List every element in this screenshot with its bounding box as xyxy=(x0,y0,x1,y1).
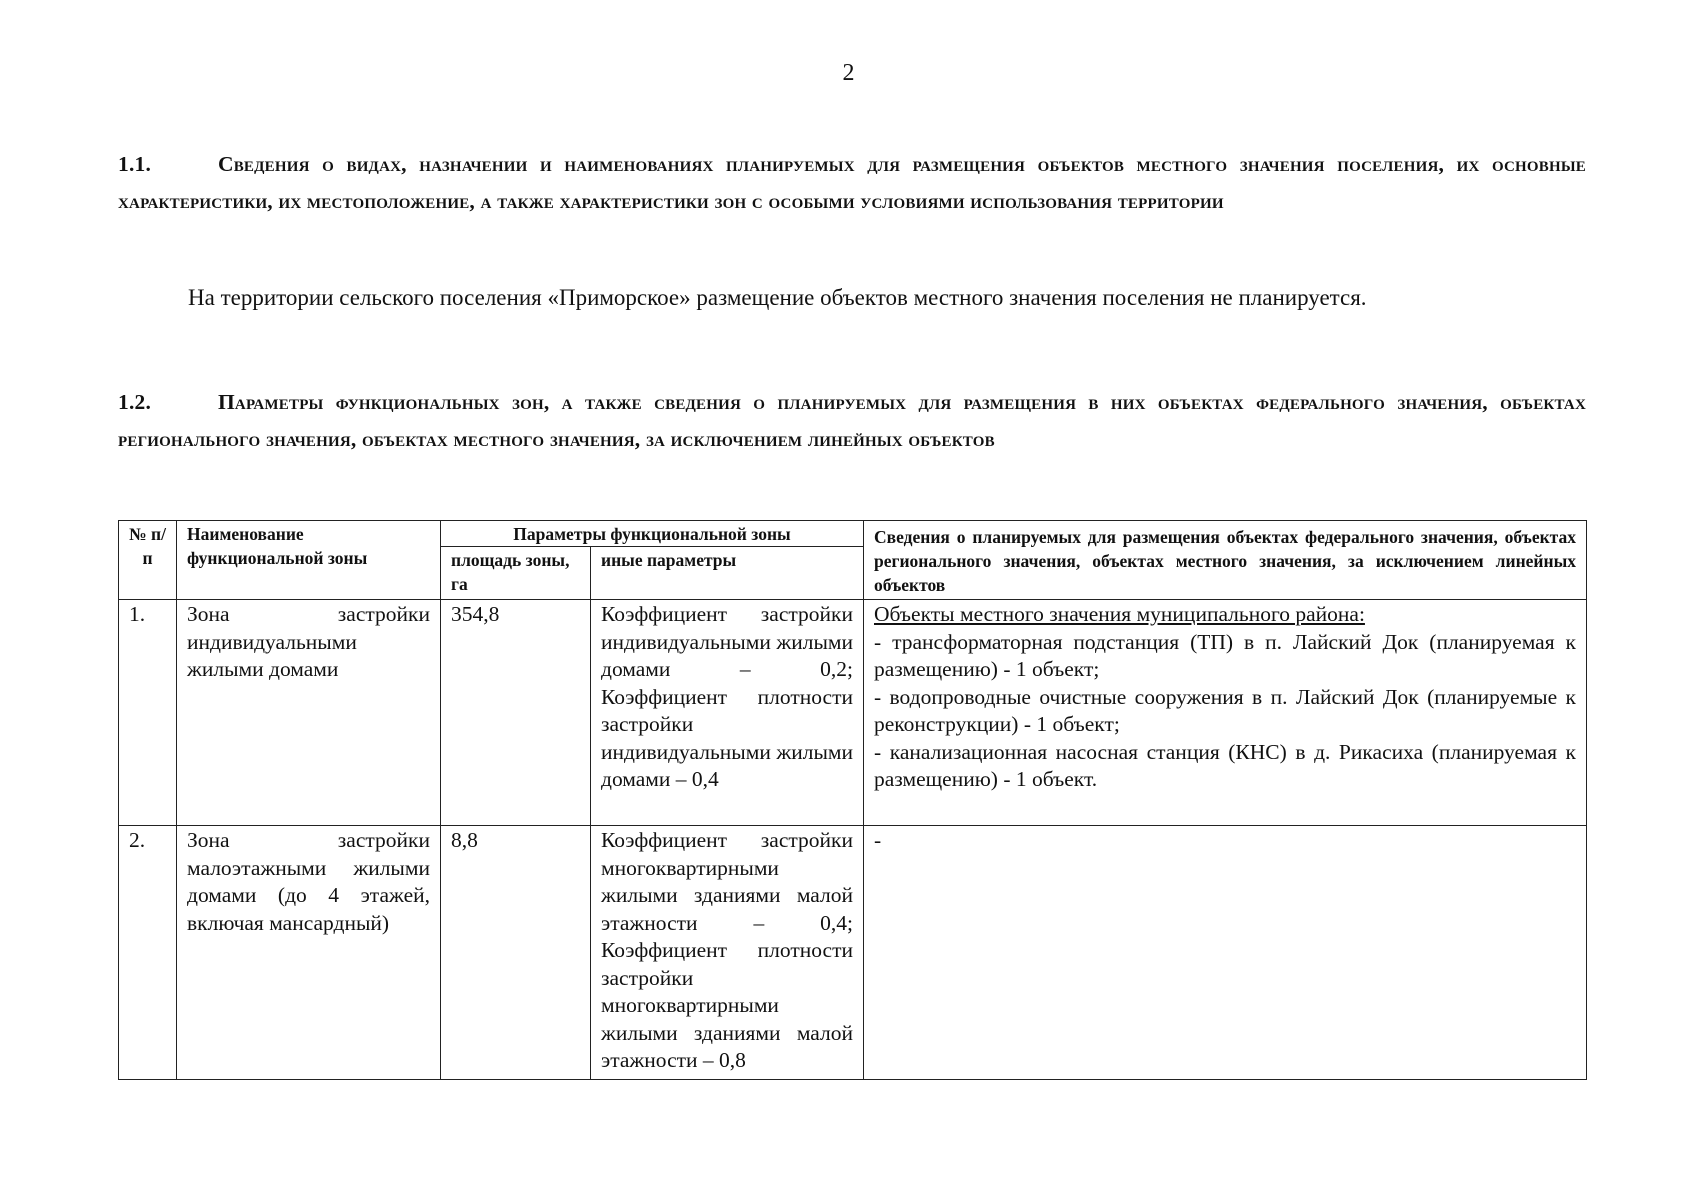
cell-area: 8,8 xyxy=(441,826,591,1080)
section-1-1-heading xyxy=(118,146,1586,220)
list-item: - трансформаторная подстанция (ТП) в п. Лайский Док (планируемая к размещению) - 1 объект; xyxy=(874,629,1576,681)
section-1-1 xyxy=(118,146,1586,220)
header-other-params: иные параметры xyxy=(591,547,864,600)
section-1-1-number: 1.1. xyxy=(118,152,152,176)
section-1-1-paragraph: На территории сельского поселения «Приморское» размещение объектов местного значения поселения не планируется. xyxy=(188,285,1367,310)
table-header-row xyxy=(119,521,1587,547)
list-item: - канализационная насосная станция (КНС) в д. Рикасиха (планируемая к размещению) - 1 объект. xyxy=(874,739,1576,791)
cell-other-params: Коэффициент застройки многоквартирными жилыми зданиями малой этажности – 0,4; Коэффициент плотности застройки многоквартирными жилыми зданиями малой этажности – 0,8 xyxy=(591,826,864,1080)
cell-zone-name: Зона застройки индивидуальными жилыми домами xyxy=(177,600,441,826)
cell-area: 354,8 xyxy=(441,600,591,826)
section-1-1-title: Сведения о видах, назначении и наименованиях планируемых для размещения объектов местного значения поселения, их основные характеристики, их местоположение, а также характеристики зон с особыми условиями использования территории xyxy=(118,152,1586,213)
cell-objects: - xyxy=(864,826,1587,1080)
header-num: № п/п xyxy=(119,521,177,600)
section-1-2 xyxy=(118,384,1586,458)
header-params: Параметры функциональной зоны xyxy=(441,521,864,547)
objects-title: Объекты местного значения муниципального района: xyxy=(874,602,1365,626)
cell-num: 2. xyxy=(119,826,177,1080)
section-1-2-heading xyxy=(118,384,1586,458)
header-objects: Сведения о планируемых для размещения объектах федерального значения, объектах регионального значения, объектах местного значения, за исключением линейных объектов xyxy=(864,521,1587,600)
table-row xyxy=(119,600,1587,826)
cell-zone-name: Зона застройки малоэтажными жилыми домами (до 4 этажей, включая мансардный) xyxy=(177,826,441,1080)
page-number: 2 xyxy=(842,60,855,86)
cell-objects xyxy=(864,600,1587,826)
section-1-2-number: 1.2. xyxy=(118,390,152,414)
header-area: площадь зоны, га xyxy=(441,547,591,600)
list-item: - водопроводные очистные сооружения в п. Лайский Док (планируемые к реконструкции) - 1 объект; xyxy=(874,684,1576,736)
zones-table xyxy=(118,520,1587,1080)
header-zone-name: Наименование функциональной зоны xyxy=(177,521,441,600)
table-row xyxy=(119,826,1587,1080)
section-1-2-title: Параметры функциональных зон, а также сведения о планируемых для размещения в них объектах федерального значения, объектах регионального значения, объектах местного значения, за исключением линейных объектов xyxy=(118,390,1586,451)
cell-other-params: Коэффициент застройки индивидуальными жилыми домами – 0,2; Коэффициент плотности застройки индивидуальными жилыми домами – 0,4 xyxy=(591,600,864,826)
cell-num: 1. xyxy=(119,600,177,826)
